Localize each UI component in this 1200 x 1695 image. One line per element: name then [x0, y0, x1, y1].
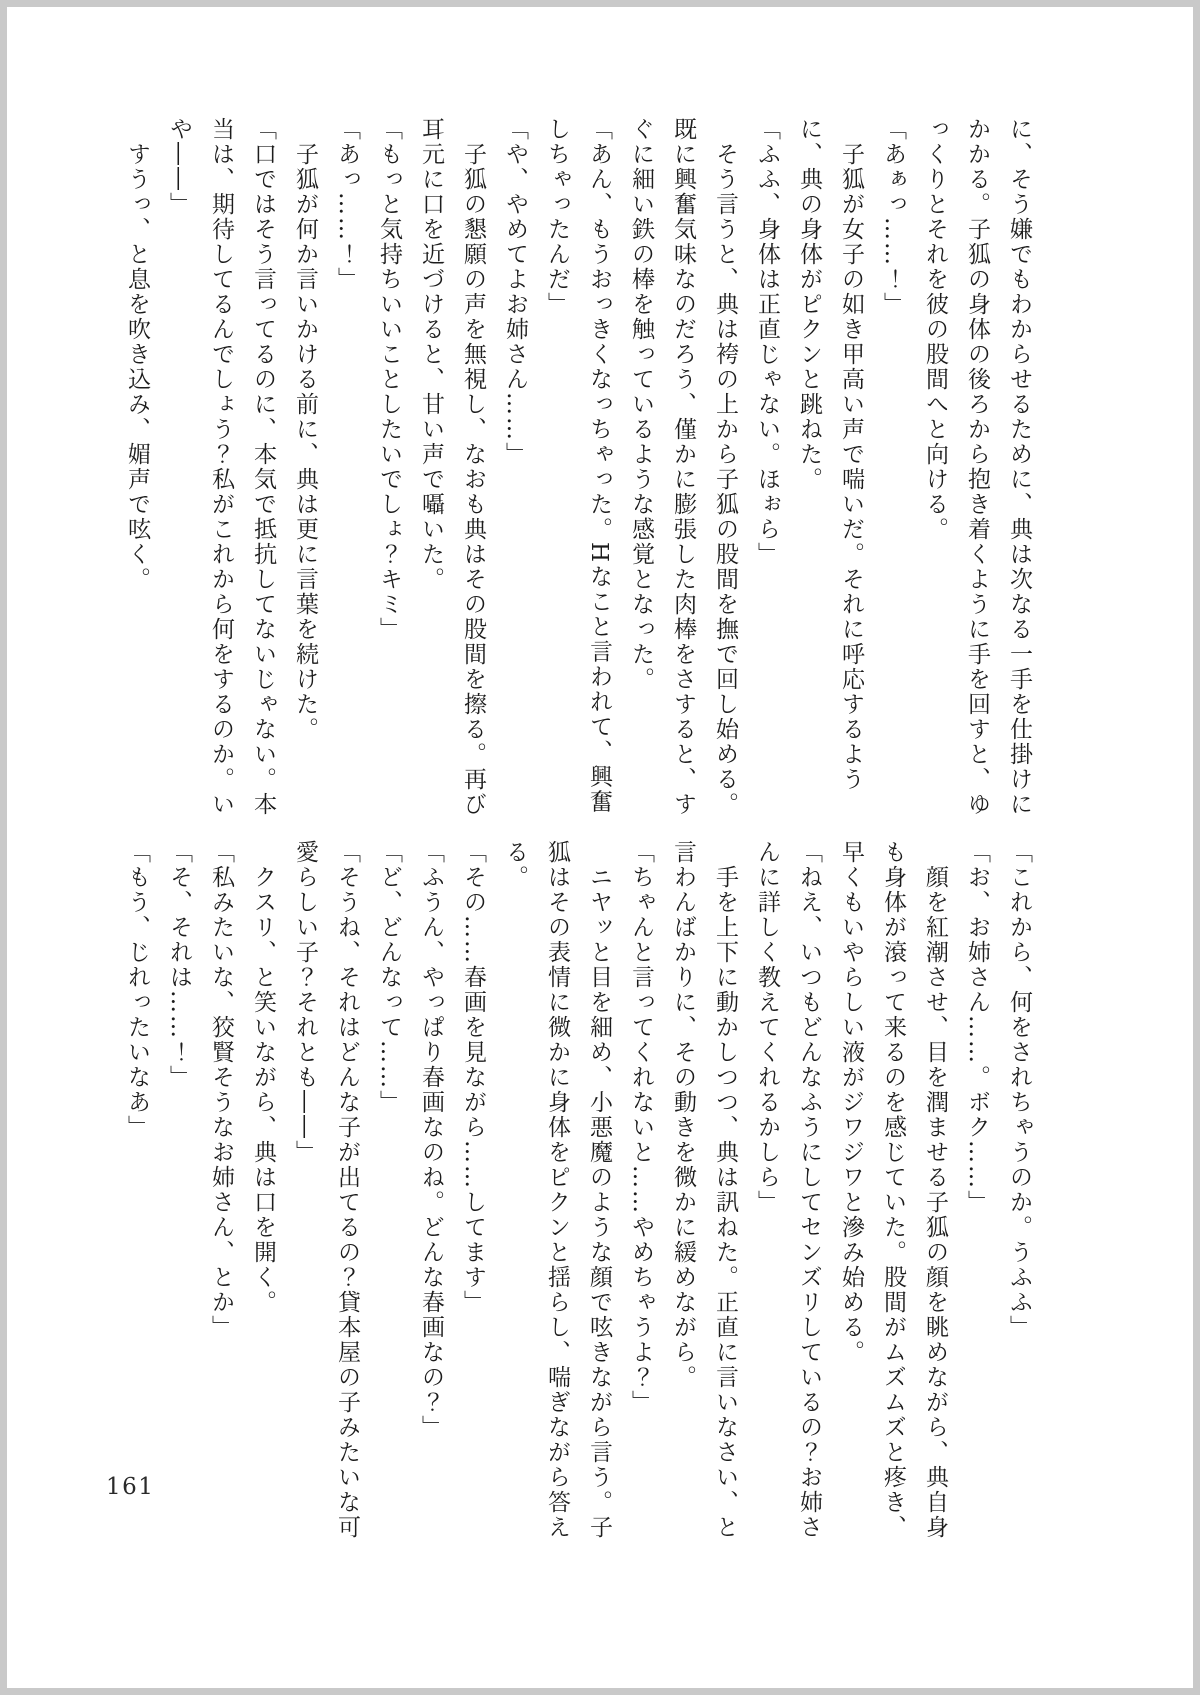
text-line: 「あん、もうおっきくなっちゃった。Hなこと言われて、興奮 — [586, 117, 612, 815]
text-line: 「お、お姉さん……。ボク……」 — [964, 840, 990, 1215]
text-line: に、そう嫌でもわからせるために、典は次なる一手を仕掛けに — [1006, 117, 1032, 817]
text-line: 愛らしい子？それとも――」 — [292, 840, 318, 1165]
text-line: 子狐が何か言いかける前に、典は更に言葉を続けた。 — [292, 117, 318, 742]
text-line: 「もっと気持ちいいことしたいでしょ？キミ」 — [376, 117, 402, 642]
text-line: 手を上下に動かしつつ、典は訊ねた。正直に言いなさい、と — [712, 840, 738, 1540]
text-line: ニヤッと目を細め、小悪魔のような顔で呟きながら言う。子 — [586, 840, 612, 1540]
text-line: すうっ、と息を吹き込み、媚声で呟く。 — [124, 117, 150, 592]
page-number: 161 — [106, 1474, 155, 1500]
text-line: 「ど、どんなって……」 — [376, 840, 402, 1115]
text-line: 狐はその表情に微かに身体をピクンと揺らし、喘ぎながら答え — [544, 840, 570, 1540]
text-line: ぐに細い鉄の棒を触っているような感覚となった。 — [628, 117, 654, 692]
text-line: や――」 — [166, 117, 192, 217]
text-line: んに詳しく教えてくれるかしら」 — [754, 840, 780, 1215]
text-line: 「ねえ、いつもどんなふうにしてセンズリしているの？お姉さ — [796, 840, 822, 1540]
text-line: 「私みたいな、狡賢そうなお姉さん、とか」 — [208, 840, 234, 1340]
text-line: 「もう、じれったいなあ」 — [124, 840, 150, 1140]
text-block-top — [116, 117, 1040, 835]
text-line: 「あぁっ……！」 — [880, 117, 906, 317]
text-line: 「これから、何をされちゃうのか。うふふ」 — [1006, 840, 1032, 1340]
text-line: 既に興奮気味なのだろう、僅かに膨張した肉棒をさすると、す — [670, 117, 696, 817]
text-line: 「その……春画を見ながら……してます」 — [460, 840, 486, 1315]
text-line: 「あっ……！」 — [334, 117, 360, 292]
text-line: る。 — [502, 840, 528, 890]
text-line: 「や、やめてよお姉さん……」 — [502, 117, 528, 467]
text-line: っくりとそれを彼の股間へと向ける。 — [922, 117, 948, 542]
text-line: 耳元に口を近づけると、甘い声で囁いた。 — [418, 117, 444, 592]
text-line: も身体が滾って来るのを感じていた。股間がムズムズと疼き、 — [880, 840, 906, 1540]
text-line: 「そ、それは……！」 — [166, 840, 192, 1090]
text-line: かかる。子狐の身体の後ろから抱き着くように手を回すと、ゆ — [964, 117, 990, 817]
text-line: クスリ、と笑いながら、典は口を開く。 — [250, 840, 276, 1315]
text-line: 「ふうん、やっぱり春画なのね。どんな春画なの？」 — [418, 840, 444, 1440]
text-line: 顔を紅潮させ、目を潤ませる子狐の顔を眺めながら、典自身 — [922, 840, 948, 1540]
text-line: 「ふふ、身体は正直じゃない。ほぉら」 — [754, 117, 780, 567]
text-line: 言わんばかりに、その動きを微かに緩めながら。 — [670, 840, 696, 1390]
text-line: 子狐が女子の如き甲高い声で喘いだ。それに呼応するよう — [838, 117, 864, 792]
text-line: 「ちゃんと言ってくれないと……やめちゃうよ？」 — [628, 840, 654, 1415]
text-line: しちゃったんだ」 — [544, 117, 570, 317]
text-line: に、典の身体がピクンと跳ねた。 — [796, 117, 822, 492]
text-line: 「そうね、それはどんな子が出てるの？貸本屋の子みたいな可 — [334, 840, 360, 1540]
text-line: 子狐の懇願の声を無視し、なおも典はその股間を擦る。再び — [460, 117, 486, 817]
text-line: そう言うと、典は袴の上から子狐の股間を撫で回し始める。 — [712, 117, 738, 817]
text-line: 当は、期待してるんでしょう？私がこれから何をするのか。い — [208, 117, 234, 817]
text-block-bottom — [116, 840, 1040, 1558]
text-line: 「口ではそう言ってるのに、本気で抵抗してないじゃない。本 — [250, 117, 276, 817]
text-line: 早くもいやらしい液がジワジワと滲み始める。 — [838, 840, 864, 1365]
